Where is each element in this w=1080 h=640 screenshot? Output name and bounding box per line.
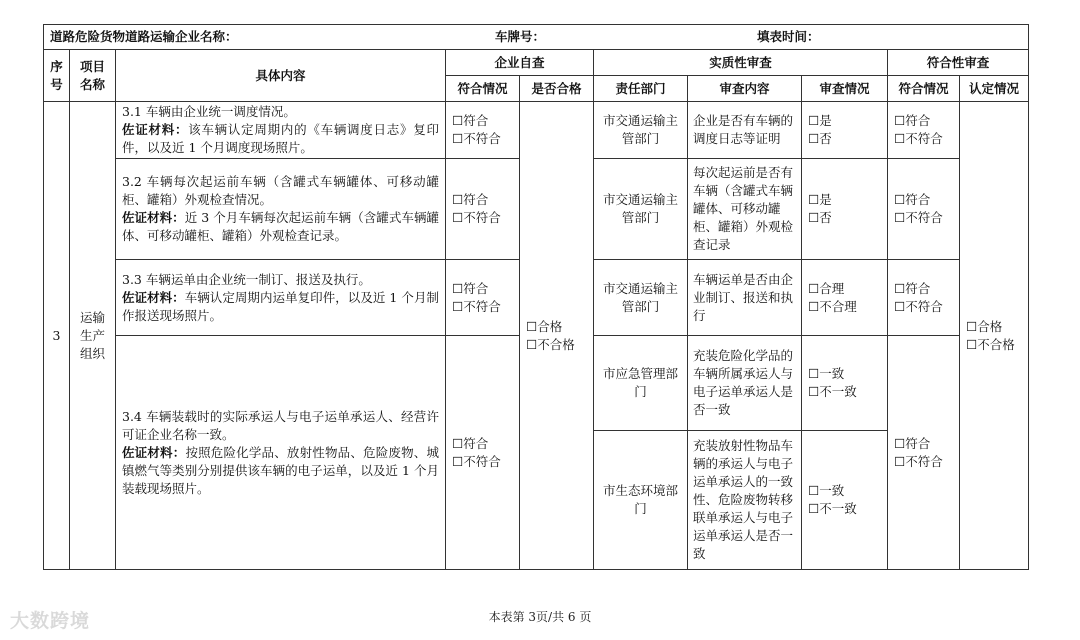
conf-status-3-4: [888, 336, 960, 570]
self-pass-cell: [520, 102, 594, 570]
conf-status-3-2: [888, 159, 960, 260]
company-name-label: 道路危险货物道路运输企业名称：: [50, 29, 238, 44]
entry-content-3-2: [116, 159, 446, 260]
no-checkbox[interactable]: ☐否: [808, 131, 832, 146]
evidence-text: 车辆认定周期内运单复印件，以及近 1 个月制作报送现场照片。: [122, 289, 439, 323]
not-conform-checkbox[interactable]: ☐不符合: [452, 453, 501, 469]
consistent-checkbox[interactable]: ☐一致: [808, 483, 845, 498]
row-item-name-text: 运输生产组织: [79, 309, 105, 361]
evidence-text: 该车辆认定周期内的《车辆调度日志》复印件，以及近 1 个月调度现场照片。: [122, 122, 439, 155]
review-status-3-1: [802, 102, 888, 159]
pass-checkbox[interactable]: ☐合格: [526, 318, 563, 334]
not-conform-checkbox[interactable]: ☐不符合: [452, 131, 501, 146]
header-row-1: [44, 50, 1029, 76]
conf-confirm-cell: [960, 102, 1029, 570]
conf-status-3-1: [888, 102, 960, 159]
reasonable-checkbox[interactable]: ☐合理: [808, 280, 845, 296]
inconsistent-checkbox[interactable]: ☐不一致: [808, 384, 857, 399]
conform-checkbox[interactable]: ☐符合: [894, 435, 931, 451]
self-status-3-1: [446, 102, 520, 159]
entry-text: 3.3 车辆运单由企业统一制订、报送及执行。: [122, 271, 371, 287]
entry-text: 3.2 车辆每次起运前车辆（含罐式车辆罐体、可移动罐柜、罐箱）外观检查情况。: [122, 174, 439, 207]
review-status-3-2: [802, 159, 888, 260]
header-seq: [44, 50, 70, 102]
header-conf-confirm: 认定情况: [960, 76, 1029, 102]
review-status-3-3: [802, 260, 888, 336]
header-review-status: 审查情况: [802, 76, 888, 102]
conform-checkbox[interactable]: ☐符合: [894, 280, 931, 296]
header-content: 具体内容: [116, 50, 446, 102]
evidence-label: 佐证材料：: [122, 122, 189, 137]
evidence-text: 按照危险化学品、放射性物品、危险废物、城镇燃气等类别分别提供该车辆的电子运单，以及近 1 个月装载现场照片。: [122, 444, 439, 496]
self-status-3-4: [446, 336, 520, 570]
fill-date-label: 填表时间：: [757, 29, 820, 44]
header-seq-text: 序号: [50, 58, 63, 92]
not-conform-checkbox[interactable]: ☐不符合: [894, 453, 943, 469]
not-conform-checkbox[interactable]: ☐不符合: [894, 298, 943, 314]
watermark-logo: 大数跨境: [10, 610, 91, 632]
conform-checkbox[interactable]: ☐符合: [894, 192, 931, 207]
review-status-3-4b: [802, 431, 888, 570]
yes-checkbox[interactable]: ☐是: [808, 113, 832, 128]
yes-checkbox[interactable]: ☐是: [808, 192, 832, 207]
dept-3-3: 市交通运输主管部门: [594, 260, 688, 336]
fail-checkbox[interactable]: ☐不合格: [966, 336, 1015, 352]
dept-3-4a: 市应急管理部门: [594, 336, 688, 431]
dept-3-2: 市交通运输主管部门: [594, 159, 688, 260]
evidence-text: 近 3 个月车辆每次起运前车辆（含罐式车辆罐体、可移动罐柜、罐箱）外观检查记录。: [122, 210, 439, 243]
conform-checkbox[interactable]: ☐符合: [894, 113, 931, 128]
row-item-name: [70, 102, 116, 570]
header-conf-status: 符合情况: [888, 76, 960, 102]
form-title-cell: [44, 25, 1029, 50]
header-review-content: 审查内容: [688, 76, 802, 102]
title-row: [44, 25, 1029, 50]
plate-number-label: 车牌号：: [495, 29, 546, 44]
header-dept: 责任部门: [594, 76, 688, 102]
review-content-3-3: 车辆运单是否由企业制订、报送和执行: [688, 260, 802, 336]
entry-content-3-1: [116, 102, 446, 159]
evidence-label: 佐证材料：: [122, 210, 185, 225]
header-self-status: 符合情况: [446, 76, 520, 102]
review-status-3-4a: [802, 336, 888, 431]
header-item: [70, 50, 116, 102]
evidence-label: 佐证材料：: [122, 289, 185, 305]
no-checkbox[interactable]: ☐否: [808, 210, 832, 225]
unreasonable-checkbox[interactable]: ☐不合理: [808, 298, 857, 314]
row-seq: 3: [44, 102, 70, 570]
review-content-3-4a: 充装危险化学品的车辆所属承运人与电子运单承运人是否一致: [688, 336, 802, 431]
conform-checkbox[interactable]: ☐符合: [452, 113, 489, 128]
dept-3-1: 市交通运输主管部门: [594, 102, 688, 159]
not-conform-checkbox[interactable]: ☐不符合: [894, 210, 943, 225]
header-substantive-review: 实质性审查: [594, 50, 888, 76]
fail-checkbox[interactable]: ☐不合格: [526, 336, 575, 352]
page-footer: 本表第 3页/共 6 页: [488, 610, 592, 624]
not-conform-checkbox[interactable]: ☐不符合: [894, 131, 943, 146]
header-item-text: 项目名称: [79, 58, 105, 92]
not-conform-checkbox[interactable]: ☐不符合: [452, 210, 501, 225]
review-content-3-2: 每次起运前是否有车辆（含罐式车辆罐体、可移动罐柜、罐箱）外观检查记录: [688, 159, 802, 260]
self-status-3-3: [446, 260, 520, 336]
consistent-checkbox[interactable]: ☐一致: [808, 366, 845, 381]
review-content-3-1: 企业是否有车辆的调度日志等证明: [688, 102, 802, 159]
self-status-3-2: [446, 159, 520, 260]
conform-checkbox[interactable]: ☐符合: [452, 435, 489, 451]
entry-row-3-1: [44, 102, 1029, 159]
not-conform-checkbox[interactable]: ☐不符合: [452, 298, 501, 314]
entry-content-3-4: [116, 336, 446, 570]
header-self-check: 企业自查: [446, 50, 594, 76]
entry-text: 3.1 车辆由企业统一调度情况。: [122, 104, 296, 119]
conf-status-3-3: [888, 260, 960, 336]
dept-3-4b: 市生态环境部门: [594, 431, 688, 570]
review-content-3-4b: 充装放射性物品车辆的承运人与电子运单承运人的一致性、危险废物转移联单承运人与电子运单承运人是否一致: [688, 431, 802, 570]
header-self-pass: 是否合格: [520, 76, 594, 102]
conform-checkbox[interactable]: ☐符合: [452, 192, 489, 207]
header-conformity-review: 符合性审查: [888, 50, 1029, 76]
evidence-label: 佐证材料：: [122, 444, 186, 460]
conform-checkbox[interactable]: ☐符合: [452, 280, 489, 296]
inspection-form-table: [43, 24, 1029, 570]
entry-text: 3.4 车辆装载时的实际承运人与电子运单承运人、经营许可证企业名称一致。: [122, 408, 439, 442]
inconsistent-checkbox[interactable]: ☐不一致: [808, 501, 857, 516]
pass-checkbox[interactable]: ☐合格: [966, 318, 1003, 334]
entry-content-3-3: [116, 260, 446, 336]
